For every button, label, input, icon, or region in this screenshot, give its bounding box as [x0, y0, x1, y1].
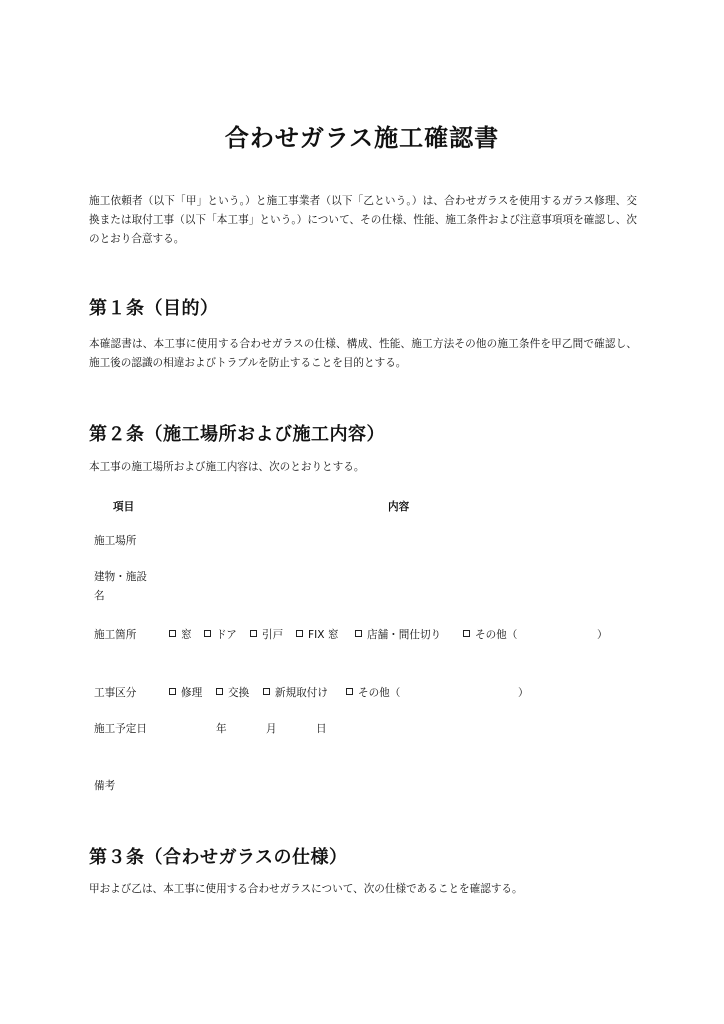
row-label-date: 施工予定日 — [94, 723, 147, 735]
checkbox-icon[interactable] — [296, 630, 303, 637]
row-label-location: 施工場所 — [94, 535, 137, 547]
intro-paragraph: 施工依頼者（以下「甲」という。）と施工事業者（以下「乙という。）は、合わせガラスを使用するガラス修理、交換または取付工事（以下「本工事」という。）について、その仕様、性能、施工条件および注意事項項を確認し、次のとおり合意する。 — [89, 195, 637, 245]
article2-heading: 第２条（施工場所および施工内容） — [89, 424, 385, 445]
date-month-unit: 月 — [266, 723, 277, 735]
checkbox-icon[interactable] — [169, 630, 176, 637]
part-option-sliding-door[interactable]: 引戸 — [250, 626, 283, 645]
checkbox-icon[interactable] — [250, 630, 257, 637]
article3-heading: 第３条（合わせガラスの仕様） — [89, 847, 348, 868]
work-option-repair[interactable]: 修理 — [169, 684, 202, 703]
checkbox-icon[interactable] — [216, 688, 223, 695]
part-option-other[interactable]: その他（ — [463, 626, 517, 645]
table-header-item: 項目 — [113, 501, 135, 513]
checkbox-icon[interactable] — [263, 688, 270, 695]
part-option-window[interactable]: 窓 — [169, 626, 192, 645]
article1-body: 本確認書は、本工事に使用する合わせガラスの仕様、構成、性能、施工方法その他の施工条件を甲乙間で確認し、施工後の認識の相違およびトラブルを防止することを目的とする。 — [89, 338, 637, 369]
part-option-door[interactable]: ドア — [204, 626, 237, 645]
work-option-replace[interactable]: 交換 — [216, 684, 249, 703]
part-other-close-paren: ） — [597, 629, 608, 641]
checkbox-icon[interactable] — [169, 688, 176, 695]
work-option-new-install[interactable]: 新規取付け — [263, 684, 328, 703]
row-label-part: 施工箇所 — [94, 629, 137, 641]
article3-body: 甲および乙は、本工事に使用する合わせガラスについて、次の仕様であることを確認する。 — [89, 883, 523, 895]
date-year-unit: 年 — [216, 723, 227, 735]
row-label-remarks: 備考 — [94, 780, 116, 792]
part-option-store-partition[interactable]: 店舗・間仕切り — [355, 626, 441, 645]
row-label-work-type: 工事区分 — [94, 687, 137, 699]
checkbox-icon[interactable] — [346, 688, 353, 695]
work-option-other[interactable]: その他（ — [346, 684, 400, 703]
row-label-building: 建物・施設名 — [94, 571, 147, 602]
work-other-close-paren: ） — [518, 687, 529, 699]
table-header-content: 内容 — [388, 501, 410, 513]
date-day-unit: 日 — [316, 723, 327, 735]
article2-body: 本工事の施工場所および施工内容は、次のとおりとする。 — [89, 461, 365, 473]
checkbox-icon[interactable] — [204, 630, 211, 637]
part-option-fix-window[interactable]: FIX 窓 — [296, 626, 338, 645]
checkbox-icon[interactable] — [355, 630, 362, 637]
article1-heading: 第１条（目的） — [89, 298, 219, 319]
document-title: 合わせガラス施工確認書 — [224, 124, 500, 152]
checkbox-icon[interactable] — [463, 630, 470, 637]
